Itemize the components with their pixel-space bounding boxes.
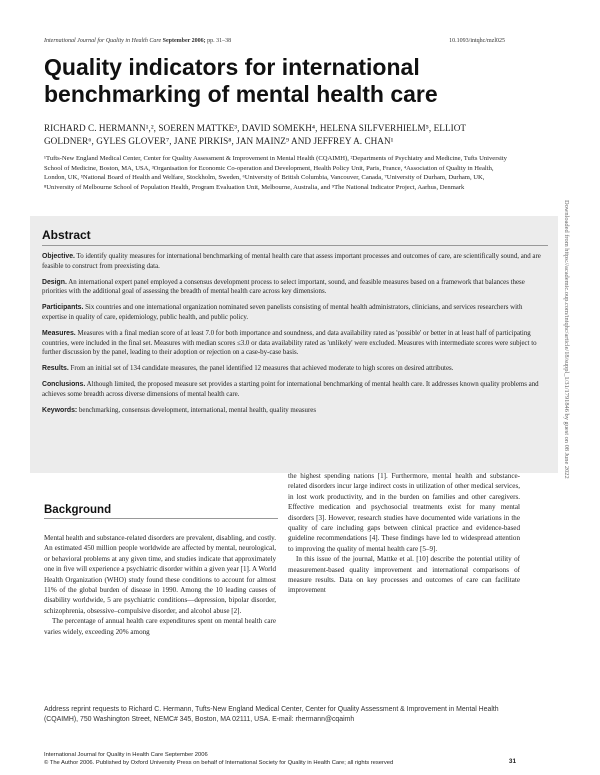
abstract-design: Design. An international expert panel employed a consensus development process to select important, sound, and feasible measures based on a framework that balances these priorities with the additional goal of assessing the breadth of mental health care across key dimensions. bbox=[42, 278, 525, 296]
journal-name: International Journal for Quality in Health Care bbox=[44, 38, 162, 44]
footer-journal: International Journal for Quality in Health Care September 2006 bbox=[44, 752, 208, 758]
download-note: Downloaded from https://academic.oup.com/intqhc/article/18/suppl_1/31/1791846 by guest on 08 June 2022 bbox=[563, 200, 570, 479]
article-title: Quality indicators for international benchmarking of mental health care bbox=[44, 54, 438, 107]
doi[interactable]: 10.1093/intqhc/mzl025 bbox=[449, 38, 505, 44]
journal-header bbox=[44, 38, 231, 44]
page-footer bbox=[44, 751, 524, 767]
reprint-address: Address reprint requests to Richard C. Hermann, Tufts-New England Medical Center, Center for Quality Assessment & Improvement in Mental Health (CQAIMH), 750 Washington Street, NEMC# 345, Boston, MA 02111, USA. E-mail: rhermann@cqaimh bbox=[44, 706, 499, 724]
author-list: RICHARD C. HERMANN¹,², SOEREN MATTKE³, DAVID SOMEKH⁴, HELENA SILFVERHIELM⁵, ELLIOT GOLDNER⁶, GYLES GLOVER⁷, JANE PIRKIS⁸, JAN MAINZ⁹ AND JEFFREY A. CHAN¹ bbox=[44, 123, 466, 146]
abstract-results: Results. From an initial set of 134 candidate measures, the panel identified 12 measures that achieved moderate to high scores on desired attributes. bbox=[42, 365, 454, 373]
background-heading: Background bbox=[44, 504, 112, 516]
paragraph: Mental health and substance-related disorders are prevalent, disabling, and costly. An estimated 450 million people worldwide are affected by mental, neurological, or behavioral problems at any given time, and studies indicate that approximately one in five will experience a psychiatric disorder within a given year [1]. A World Health Organization (WHO) study found these conditions to account for almost 11% of the global burden of disease in 1990. Among the 10 leading causes of disability worldwide, 5 are psychiatric conditions—depression, bipolar disorder, schizophrenia, obsessive–compulsive disorder, and alcohol abuse [2]. bbox=[44, 534, 276, 615]
abstract-objective: Objective. To identify quality measures for international benchmarking of mental health care that assess important processes and outcomes of care, are scientifically sound, and are feasible to construct from preexisting data. bbox=[42, 253, 541, 270]
paragraph: The percentage of annual health care expenditures spent on mental health care varies widely, exceeding 20% among bbox=[44, 617, 276, 636]
background-divider bbox=[44, 518, 278, 519]
abstract-divider bbox=[42, 245, 548, 246]
affiliations: ¹Tufts-New England Medical Center, Center for Quality Assessment & Improvement in Mental Health (CQAIMH), ²Departments of Psychiatry and Medicine, Tufts University School of Medicine, Boston, MA, USA, ³Organisation for Economic Co-operation and Development, Health Policy Unit, Paris, France, ⁴Association of Quality in Health, London, UK, ⁵National Board of Health and Welfare, Stockholm, Sweden, ⁶University of British Columbia, Vancouver, Canada, ⁷University of Durham, Durham, UK, ⁸University of Melbourne School of Population Health, Program Evaluation Unit, Melbourne, Australia, and ⁹The National Indicator Project, Aarhus, Denmark bbox=[44, 155, 507, 191]
body-column-left bbox=[44, 533, 276, 637]
page-number: 31 bbox=[508, 758, 516, 765]
journal-pages: pp. 31–38 bbox=[207, 38, 232, 44]
body-column-right bbox=[288, 471, 520, 596]
paragraph: the highest spending nations [1]. Furthermore, mental health and substance-related disorders incur large indirect costs in utilization of other medical services, in lost work productivity, and in the burden on families and other caregivers. Effective medication and psychosocial treatments exist for many mental disorders [3]. However, research studies have documented wide variations in the quality of care including gaps between clinical practice and evidence-based guideline recommendations [4]. These findings have led to widespread attention to improving the quality of mental health care [5–9]. bbox=[288, 472, 520, 553]
paragraph: In this issue of the journal, Mattke et al. [10] describe the potential utility of measurement-based quality improvement and international comparisons of measure results. Data on key processes and outcomes of care can facilitate improvement bbox=[288, 555, 520, 595]
abstract-measures: Measures. Measures with a final median score of at least 7.0 for both importance and soundness, and data availability rated as 'possible' or better in at least half of participating countries, were included in the final set. Measures with median scores ≤3.0 or data availability rated as 'unlikely' were excluded. Measures with intermediate scores were subject to further discussion by the panel, leading to their adoption or rejection on a case-by-case basis. bbox=[42, 329, 537, 357]
journal-issue: September 2006; bbox=[162, 38, 206, 44]
abstract-body bbox=[42, 252, 548, 421]
abstract-keywords: Keywords: benchmarking, consensus development, international, mental health, quality measures bbox=[42, 406, 317, 414]
abstract-heading: Abstract bbox=[42, 228, 91, 242]
abstract-conclusions: Conclusions. Although limited, the proposed measure set provides a starting point for international benchmarking of mental health care. It addresses known quality problems and achieves some breadth across diverse dimensions of mental health care. bbox=[42, 380, 539, 398]
abstract-participants: Participants. Six countries and one international organization nominated seven panelists consisting of mental health administrators, clinicians, and services researchers with expertise in quality of care, epidemiology, public health, and public policy. bbox=[42, 304, 523, 321]
footer-copyright: © The Author 2006. Published by Oxford University Press on behalf of International Society for Quality in Health Care; all rights reserved bbox=[44, 760, 394, 766]
